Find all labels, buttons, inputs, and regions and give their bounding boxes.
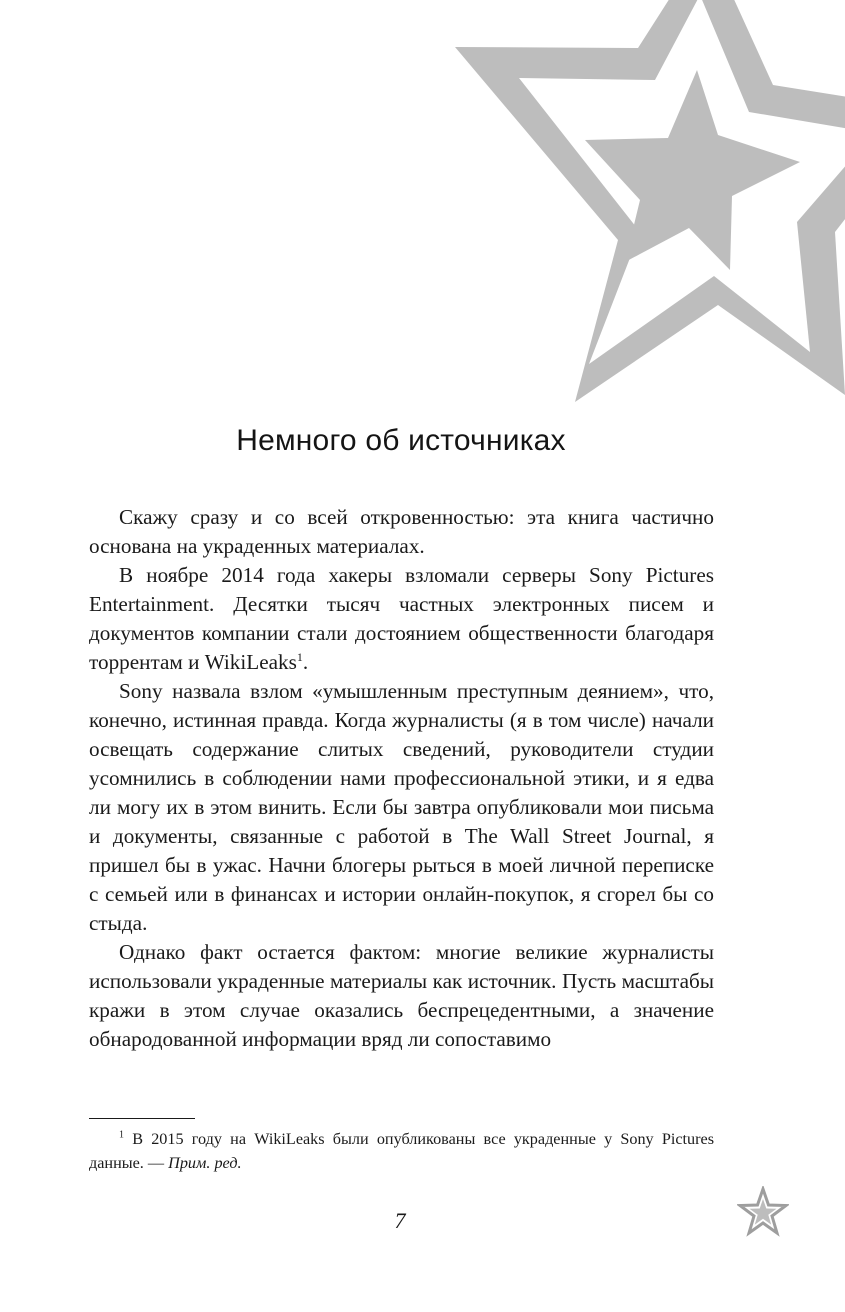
footnote-divider (89, 1118, 195, 1119)
paragraph-4: Однако факт остается фактом: многие великие журналисты использовали украденные материалы как источник. Пусть масштабы кражи в этом случае оказались беспрецедентными, а значение обнародованной информации вряд ли сопоставимо (89, 940, 714, 1051)
paragraph-2 (89, 561, 714, 677)
footnote-text: В 2015 году на WikiLeaks были опубликованы все украденные у Sony Pictures данные. — (89, 1130, 715, 1172)
body-text (89, 503, 714, 1054)
footnote (89, 1127, 714, 1175)
page-title: Немного об источниках (236, 424, 566, 457)
page-star-outline-icon (737, 1186, 789, 1238)
footnote-number: 1 (119, 1129, 124, 1141)
paragraph-2-text: В ноябре 2014 года хакеры взломали серверы Sony Pictures Entertainment. Десятки тысяч частных электронных писем и документов компании стали достоянием общественности благодаря торрентам и WikiLeaks (89, 563, 714, 674)
decorative-star-icon (0, 0, 845, 430)
paragraph-2-end: . (302, 650, 309, 674)
footnote-reference: 1 (296, 649, 303, 664)
paragraph-1: Скажу сразу и со всей откровенностью: эта книга частично основана на украденных материалах. (89, 505, 714, 558)
footnote-editor-note: Прим. ред. (168, 1154, 242, 1172)
page-number: 7 (394, 1208, 406, 1233)
paragraph-3: Sony назвала взлом «умышленным преступным деянием», что, конечно, истинная правда. Когда журналисты (я в том числе) начали освещать содержание слитых сведений, руководители студии усомнились в соблюдении нами профессиональной этики, и я едва ли могу их в этом винить. Если бы завтра опубликовали мои письма и документы, связанные с работой в The Wall Street Journal, я пришел бы в ужас. Начни блогеры рыться в моей личной переписке с семьей или в финансах и истории онлайн-покупок, я сгорел бы со стыда. (89, 679, 714, 935)
